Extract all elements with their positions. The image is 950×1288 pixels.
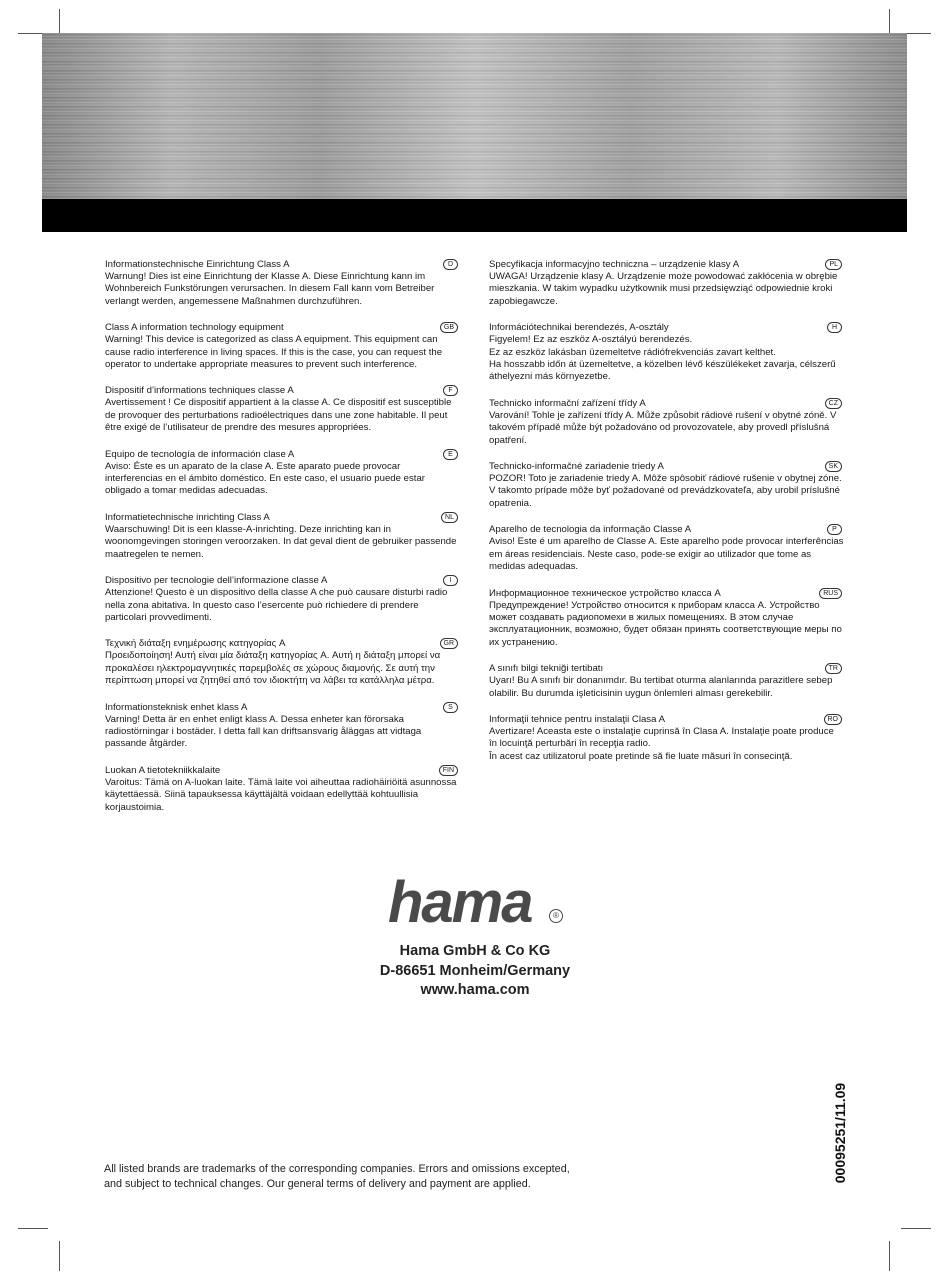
section-body: POZOR! Toto je zariadenie triedy A. Môže spôsobiť rádiové rušenie v obytnej zóne. V takomto prípade môže byť požadované od prevádzkovateľa, aby urobil príslušné opatrenia. [489, 473, 842, 509]
section-body: UWAGA! Urządzenie klasy A. Urządzenie może powodować zakłócenia w obrębie mieszkania. W takim wypadku użytkownik musi przedsięwziąć odpowiednie kroki zapobiegawcze. [489, 271, 838, 307]
section-title: A sınıfı bilgi tekniği tertibatı [489, 663, 604, 675]
section-title: Τεχνική διάταξη ενημέρωσης κατηγορίας A [105, 638, 286, 650]
black-header-bar [42, 199, 907, 232]
section-i [105, 574, 460, 624]
section-body: Figyelem! Ez az eszköz A-osztályú berendezés. Ez az eszköz lakásban üzemeltetve rádiófrekvenciás zavart kelthet. Ha hosszabb időn át üzemeltetve, a közelben lévő készülékeket zavarja, célszerű áthelyezni más környezetbe. [489, 334, 836, 383]
company-website: www.hama.com [420, 982, 530, 998]
section-nl [105, 511, 460, 561]
company-city: D-86651 Monheim/Germany [379, 962, 571, 979]
section-e [105, 448, 460, 498]
right-column [489, 258, 844, 776]
section-title: Class A information technology equipment [105, 322, 284, 334]
section-body: Waarschuwing! Dit is een klasse-A-inrichting. Deze inrichting kan in woonomgevingen storingen veroorzaken. In dat geval dient de gebruiker passende maatregelen te nemen. [105, 523, 457, 560]
section-fin [105, 764, 460, 814]
section-body: Aviso! Este é um aparelho de Classe A. Este aparelho pode provocar interferências em áreas residenciais. Neste caso, pode-se exigir ao utilizador que tome as medidas adequadas. [489, 536, 844, 573]
section-gb [105, 321, 460, 371]
section-p [489, 523, 844, 573]
section-title: Specyfikacja informacyjno techniczna – urządzenie klasy A [489, 259, 740, 270]
section-title: Информационное техническое устройство класса A [489, 587, 721, 599]
section-ro [489, 713, 844, 763]
country-code-badge: I [443, 575, 458, 586]
section-title: Equipo de tecnología de información clase A [105, 448, 295, 460]
footer-disclaimer [104, 1162, 624, 1191]
section-title: Informaţii tehnice pentru instalaţii Clasa A [489, 713, 665, 725]
crop-mark [59, 1241, 60, 1271]
country-code-badge: SK [825, 461, 842, 472]
section-s [105, 701, 460, 751]
registered-mark-icon: ® [549, 909, 563, 923]
country-code-badge: H [827, 322, 842, 333]
company-name: Hama GmbH & Co KG [399, 943, 551, 959]
section-body: Avertizare! Aceasta este o instalaţie cuprinsă în Clasa A. Instalaţie poate produce în locuinţă perturbări în recepţia radio. În acest caz utilizatorul poate pretinde să fie luate măsuri în consecinţă. [489, 725, 834, 762]
country-code-badge: E [443, 449, 458, 460]
section-tr [489, 662, 844, 700]
section-title: Informatietechnische inrichting Class A [105, 511, 270, 523]
country-code-badge: D [443, 259, 458, 270]
section-title: Aparelho de tecnologia da informação Classe A [489, 524, 692, 536]
country-code-badge: P [827, 524, 842, 535]
section-body: Avertissement ! Ce dispositif appartient à la classe A. Ce dispositif est susceptible de provoquer des perturbations radioélectriques dans une zone habitable. Il peut être exigé de l’utilisateur de prendre des mesures appropriées. [105, 397, 452, 434]
section-title: Technicko informační zařízení třídy A [489, 397, 646, 409]
left-column [105, 258, 460, 827]
section-body: Attenzione! Questo è un dispositivo della classe A che può causare disturbi radio nella zona abitativa. In questo caso l’esercente può richiedere di prendere particolari provvedimenti. [105, 587, 448, 623]
brushed-metal-banner [42, 33, 907, 199]
logo-wordmark: hama [388, 870, 532, 935]
country-code-badge: F [443, 385, 458, 396]
crop-mark [18, 1228, 48, 1229]
footer-line-2: and subject to technical changes. Our general terms of delivery and payment are applied. [104, 1177, 531, 1190]
section-body: Aviso: Éste es un aparato de la clase A. Este aparato puede provocar interferencias en el ámbito doméstico. En este caso, el usuario puede estar obligado a tomar medidas adecuadas. [105, 460, 425, 497]
section-cz [489, 397, 844, 447]
article-number-text: 00095251/11.09 [832, 1082, 848, 1183]
crop-mark [901, 1228, 931, 1229]
footer-line-1: All listed brands are trademarks of the corresponding companies. Errors and omissions excepted, [104, 1163, 570, 1175]
section-sk [489, 460, 844, 510]
company-address [300, 942, 650, 1001]
section-f [105, 384, 460, 434]
section-body: Varování! Tohle je zařízení třídy A. Může způsobit rádiové rušení v obytné zóně. V takovém případě může být požadováno od provozovatele, aby provedl příslušná opatření. [489, 409, 837, 446]
section-title: Informationstechnische Einrichtung Class A [105, 259, 290, 270]
section-body: Warning! This device is categorized as class A equipment. This equipment can cause radio interference in living spaces. If this is the case, you can request the operator to undertake appropriate measures to prevent such interference. [105, 334, 443, 371]
section-h [489, 321, 844, 384]
country-code-badge: FIN [439, 765, 458, 776]
country-code-badge: CZ [825, 398, 842, 409]
section-gr [105, 637, 460, 687]
section-title: Dispositivo per tecnologie dell’informazione classe A [105, 575, 328, 587]
section-title: Informationsteknisk enhet klass A [105, 701, 248, 713]
country-code-badge: NL [441, 512, 458, 523]
crop-mark [889, 1241, 890, 1271]
country-code-badge: GR [440, 638, 459, 649]
section-body: Προειδοποίηση! Αυτή είναι μία διάταξη κατηγορίας A. Αυτή η διάταξη μπορεί να προκαλέσει ηλεκτρομαγνητικές παρεμβολές σε χώρους διαμονής. Σε αυτή την περίπτωση μπορεί να ζητηθεί από τον ιδιοκτήτη να λάβει τα κατάλληλα μέτρα. [105, 650, 441, 687]
hama-logo [388, 870, 563, 935]
country-code-badge: PL [825, 259, 842, 270]
section-pl [489, 258, 844, 308]
section-rus [489, 587, 844, 650]
section-body: Uyarı! Bu A sınıfı bir donanımdır. Bu tertibat oturma alanlarında parazitlere sebep olabilir. Bu durumda işleticisinin uygun önlemleri alması gerekebilir. [489, 675, 833, 699]
section-d [105, 258, 460, 308]
section-body: Warnung! Dies ist eine Einrichtung der Klasse A. Diese Einrichtung kann im Wohnbereich Funkstörungen verursachen. In diesem Fall kann vom Betreiber verlangt werden, angemessene Maßnahmen durchzuführen. [105, 271, 435, 307]
section-body: Varoitus: Tämä on A-luokan laite. Tämä laite voi aiheuttaa radiohäiriöitä asunnossa käytettäessä. Siinä tapauksessa käyttäjältä voidaan edellyttää kohtuullisia korjaustoimia. [105, 776, 457, 813]
section-body: Предупреждение! Устройство относится к приборам класса A. Устройство может создавать радиопомехи в жилых помещениях. В этом случае эксплуатационник, возможно, будет обязан принять соответствующие меры по их устранению. [489, 599, 842, 648]
country-code-badge: RO [824, 714, 843, 725]
section-title: Információtechnikai berendezés, A-osztály [489, 322, 669, 334]
country-code-badge: S [443, 702, 458, 713]
article-number [828, 1075, 852, 1190]
country-code-badge: GB [440, 322, 458, 333]
country-code-badge: RUS [819, 588, 842, 599]
country-code-badge: TR [825, 663, 842, 674]
section-body: Varning! Detta är en enhet enligt klass A. Dessa enheter kan förorsaka radiostörningar i bostäder. I detta fall kan driftsansvarig åläggas att vidtaga passande åtgärder. [105, 713, 422, 750]
section-title: Dispositif d’informations techniques classe A [105, 385, 294, 397]
section-title: Technicko-informačné zariadenie triedy A [489, 461, 664, 473]
section-title: Luokan A tietotekniikkalaite [105, 764, 221, 776]
